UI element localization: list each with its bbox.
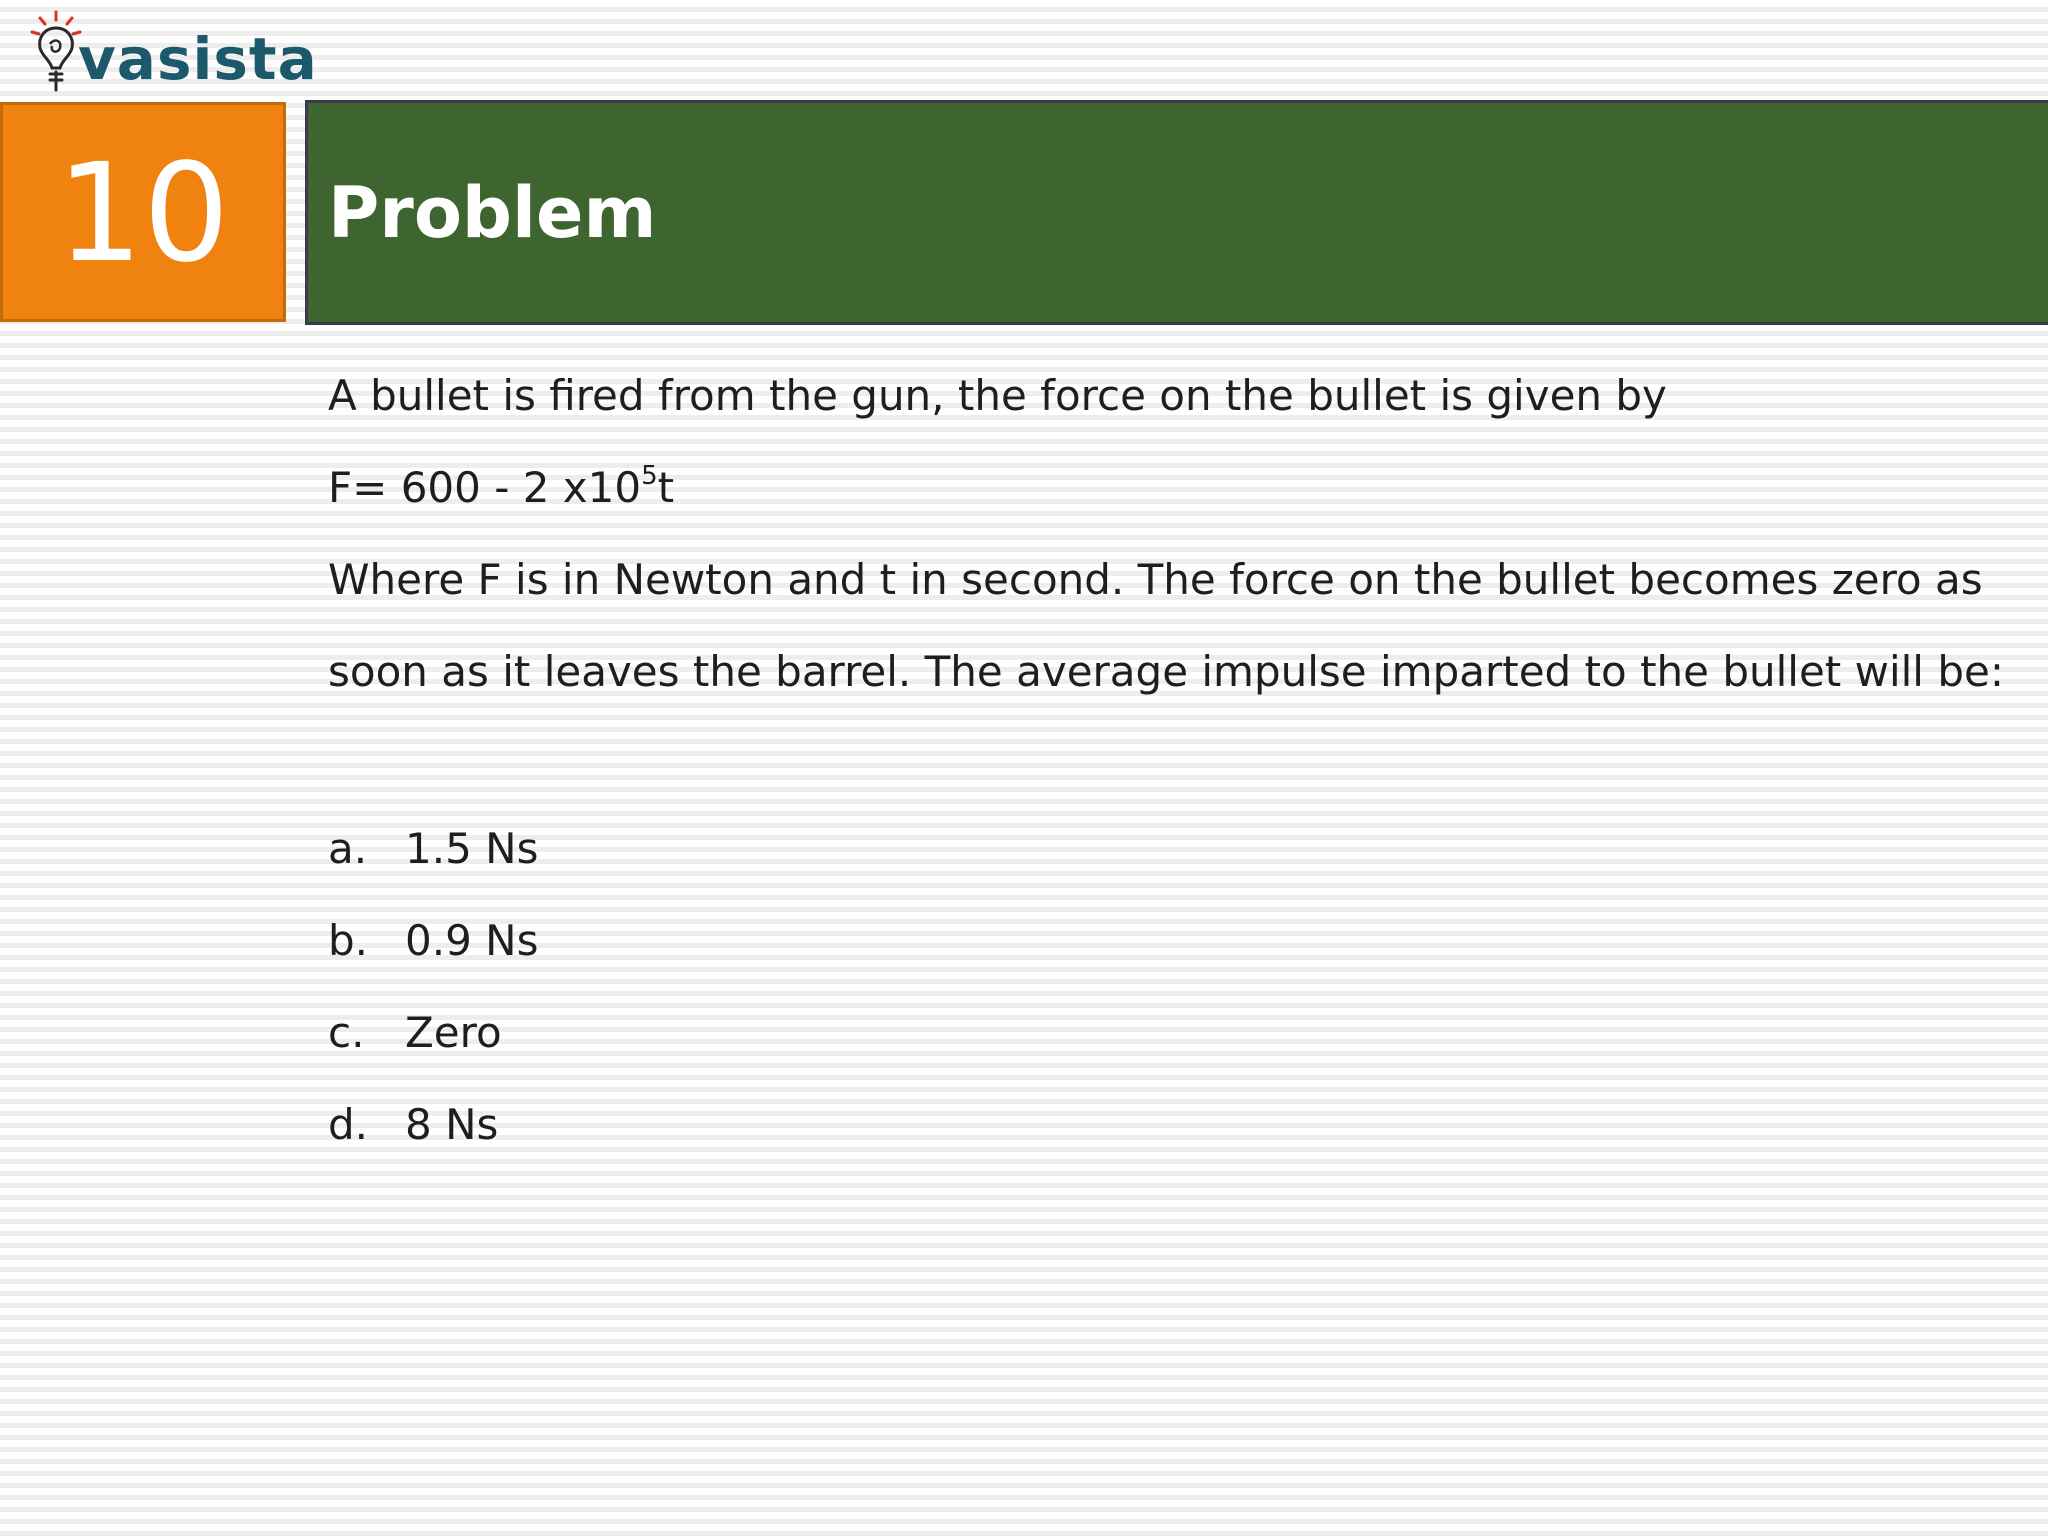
slide-number-box (0, 102, 286, 322)
option-d (328, 1079, 538, 1171)
problem-text (328, 350, 2018, 718)
formula-line (328, 442, 2018, 534)
option-letter: a. (328, 824, 368, 873)
slide-number: 10 (56, 135, 230, 293)
problem-line: Where F is in Newton and t in second. The force on the bullet becomes zero as (328, 555, 1983, 604)
option-b (328, 895, 538, 987)
formula-variable: t (657, 463, 675, 512)
option-c (328, 987, 538, 1079)
problem-line: A bullet is fired from the gun, the force on the bullet is given by (328, 371, 1667, 420)
option-a (328, 803, 538, 895)
option-letter: b. (328, 916, 369, 965)
answer-options (328, 803, 538, 1171)
title-bar (305, 100, 2048, 325)
option-text: 8 Ns (405, 1100, 499, 1149)
formula-base: F= 600 - 2 x10 (328, 463, 642, 512)
option-text: 1.5 Ns (405, 824, 539, 873)
formula-exponent: 5 (641, 461, 658, 491)
logo-wordmark: vasista (78, 25, 318, 93)
option-text: Zero (405, 1008, 502, 1057)
option-letter: c. (328, 1008, 365, 1057)
option-letter: d. (328, 1100, 369, 1149)
option-text: 0.9 Ns (405, 916, 539, 965)
problem-line: soon as it leaves the barrel. The average impulse imparted to the bullet will be: (328, 647, 2004, 696)
vasista-logo (18, 2, 318, 98)
slide-title: Problem (328, 171, 657, 254)
